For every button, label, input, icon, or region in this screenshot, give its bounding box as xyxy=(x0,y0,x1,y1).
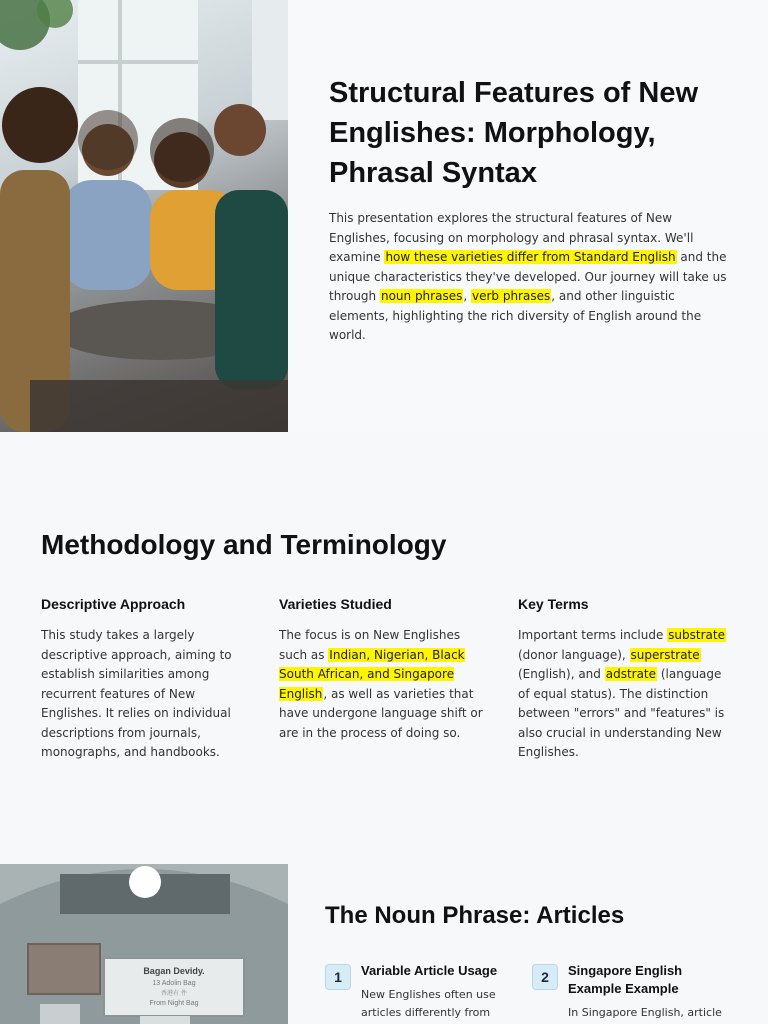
varieties-text-b: , as well as varieties that have undergone language shift or are in the process of doing so. xyxy=(279,686,483,740)
terms-text-b: (donor language), xyxy=(518,647,630,662)
highlight-noun-phrases: noun phrases xyxy=(380,289,463,303)
person-far-right xyxy=(215,190,288,390)
step-text: In Singapore English, article xyxy=(568,1006,722,1019)
terms-text-a: Important terms include xyxy=(518,628,668,642)
articles-title: The Noun Phrase: Articles xyxy=(325,902,625,929)
column-heading: Varieties Studied xyxy=(279,596,392,612)
column-descriptive-approach xyxy=(41,594,253,763)
intro-title: Structural Features of New Englishes: Morphology, Phrasal Syntax xyxy=(329,77,699,189)
intro-photo-people-discussion xyxy=(0,0,288,432)
column-text: This study takes a largely descriptive approach, aiming to establish similarities among recurrent features of New Englishes. It relies on individual descriptions from journals, monographs, and handbooks. xyxy=(41,628,232,759)
column-heading: Descriptive Approach xyxy=(41,596,186,612)
step-singapore-english-example xyxy=(532,962,732,1022)
highlight-adstrate: adstrate xyxy=(605,667,657,681)
column-heading: Key Terms xyxy=(518,596,589,612)
step-variable-article-usage xyxy=(325,962,525,1022)
column-text xyxy=(279,626,491,743)
intro-text-a: This presentation explores the structural features of New Englishes, focusing on morphology and phrasal syntax. We'll examine xyxy=(329,211,694,264)
sign-line-3: 香港有 件 xyxy=(161,990,187,997)
highlight-verb-phrases: verb phrases xyxy=(471,289,551,303)
wall-panel xyxy=(28,944,100,994)
highlight-varieties: Indian, Nigerian, Black South African, and Singapore English xyxy=(279,647,465,701)
highlight-substrate: substrate xyxy=(668,628,725,642)
highlight-standard-english: how these varieties differ from Standard English xyxy=(385,250,676,264)
intro-section xyxy=(0,0,768,432)
sign-line-1: Bagan Devidy. xyxy=(143,966,205,976)
highlight-superstrate: superstrate xyxy=(630,647,700,662)
terms-text-c: (English), and xyxy=(518,667,605,681)
column-text xyxy=(518,626,732,763)
sign-line-4: From Night Bag xyxy=(149,1000,199,1007)
photo-illustration xyxy=(0,0,288,432)
step-heading: Singapore English Example Example xyxy=(568,963,683,996)
step-number-badge: 1 xyxy=(325,964,351,990)
varieties-text-a: The focus is on New Englishes such as xyxy=(279,628,461,662)
methodology-title: Methodology and Terminology xyxy=(41,529,447,560)
step-text: New Englishes often use articles differently from xyxy=(361,988,496,1019)
articles-photo-storefront xyxy=(0,864,288,1024)
column-key-terms xyxy=(518,594,732,763)
storefront-illustration xyxy=(0,864,288,1024)
ceiling-lamp xyxy=(129,866,161,898)
intro-text-d: , and other linguistic elements, highlighting the rich diversity of English around the world. xyxy=(329,289,702,342)
step-number-badge: 2 xyxy=(532,964,558,990)
terms-text-d: (language of equal status). The distinction between "errors" and "features" is also crucial in understanding New Englishes. xyxy=(518,667,725,759)
step-heading: Variable Article Usage xyxy=(361,963,498,978)
intro-text-c: , xyxy=(463,289,471,303)
intro-text-b: and the unique characteristics they've developed. Our journey will take us through xyxy=(329,250,727,303)
column-varieties-studied xyxy=(279,594,491,743)
intro-paragraph xyxy=(329,209,729,346)
sign-line-2: 13 Adolin Bag xyxy=(152,980,196,987)
